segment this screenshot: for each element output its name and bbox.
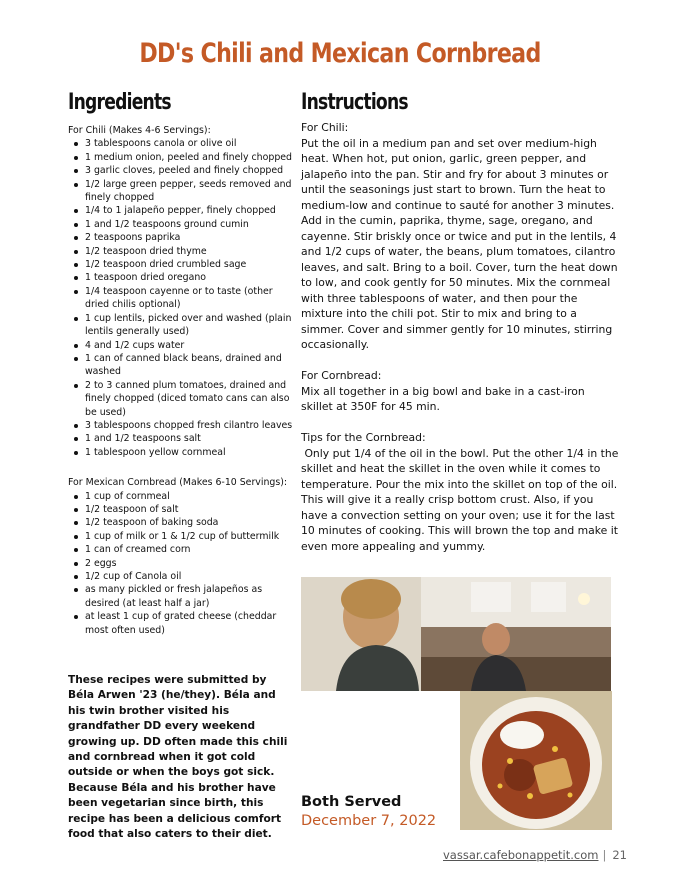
ingredient-item: 1/2 large green pepper, seeds removed and finely chopped — [68, 178, 293, 205]
ingredients-column — [68, 90, 293, 637]
instructions-column — [301, 90, 619, 554]
ingredient-item: 1 tablespoon yellow cornmeal — [68, 446, 293, 459]
ingredient-item: 1/2 cup of Canola oil — [68, 570, 293, 583]
chili-instructions-text: Put the oil in a medium pan and set over medium-high heat. When hot, put onion, garlic, green pepper, and jalapeño into the pan. Stir and fry for about 3 minutes or until the seasonings just start to brown. Turn the heat to medium-low and continue to sauté for another 3 minutes. Add in the cumin, paprika, thyme, sage, oregano, and cayenne. Stir briskly once or twice and put in the lentils, 4 and 1/2 cups of water, the beans, plum tomatoes, cilantro leaves, and salt. Bring to a boil. Cover, turn the heat down to low, and cook gently for 50 minutes. Mix the cornmeal with three tablespoons of water, and then pour the mixture into the chili pot. Stir to mix and bring to a simmer. Cover and simmer gently for 10 minutes, stirring occasionally. — [301, 136, 618, 351]
kitchen-photo — [301, 577, 611, 691]
ingredient-item: 1 cup of cornmeal — [68, 490, 293, 503]
cornbread-ingredients-intro: For Mexican Cornbread (Makes 6-10 Servings): — [68, 477, 288, 489]
ingredient-item: 3 tablespoons chopped fresh cilantro leaves — [68, 419, 293, 432]
ingredient-item: 4 and 1/2 cups water — [68, 339, 293, 352]
footer-separator: | — [602, 848, 607, 862]
ingredient-item: as many pickled or fresh jalapeños as desired (at least half a jar) — [68, 583, 293, 610]
chili-bowl-image — [460, 691, 612, 830]
footer-website-link[interactable]: vassar.cafebonappetit.com — [443, 848, 599, 862]
ingredient-item: 1/2 teaspoon of salt — [68, 503, 293, 516]
ingredient-item: 2 to 3 canned plum tomatoes, drained and finely chopped (diced tomato cans can also be used) — [68, 379, 293, 419]
ingredient-item: 3 garlic cloves, peeled and finely chopped — [68, 164, 293, 177]
served-date: December 7, 2022 — [301, 813, 437, 829]
ingredient-item: at least 1 cup of grated cheese (cheddar most often used) — [68, 610, 293, 637]
ingredient-item: 1/4 to 1 jalapeño pepper, finely chopped — [68, 204, 293, 217]
tips-text: Only put 1/4 of the oil in the bowl. Put the other 1/4 in the skillet and heat the skillet in the oven while it comes to temperature. Pour the mix into the skillet on top of the oil. This will give it a really crisp bottom crust. Also, if you have a convection setting on your oven; use it for the last 10 minutes of cooking. This will brown the top and make it even more appealing and yummy. — [301, 446, 619, 553]
ingredient-item: 1/2 teaspoon dried thyme — [68, 245, 293, 258]
ingredient-item: 1 cup lentils, picked over and washed (plain lentils generally used) — [68, 312, 293, 339]
ingredient-item: 1 cup of milk or 1 & 1/2 cup of buttermilk — [68, 530, 293, 543]
ingredient-item: 1/2 teaspoon of baking soda — [68, 516, 293, 529]
chili-ingredients-intro: For Chili (Makes 4-6 Servings): — [68, 125, 211, 136]
page-title: DD's Chili and Mexican Cornbread — [139, 38, 541, 69]
submission-note: These recipes were submitted by Béla Arwen '23 (he/they). Béla and his twin brother visited his grandfather DD every weekend growing up. DD often made this chili and cornbread when it got cold outside or when the boys got sick. Because Béla and his brother have been vegetarian since birth, this recipe has been a delicious comfort food that also caters to their diet. — [68, 674, 288, 841]
kitchen-photo-image — [301, 577, 611, 691]
served-label: Both Served — [301, 794, 402, 810]
instructions-heading: Instructions — [301, 90, 408, 115]
ingredient-item: 2 teaspoons paprika — [68, 231, 293, 244]
ingredient-item: 1 and 1/2 teaspoons salt — [68, 432, 293, 445]
ingredients-heading: Ingredients — [68, 90, 171, 115]
ingredient-item: 1 and 1/2 teaspoons ground cumin — [68, 218, 293, 231]
ingredient-item: 1 can of creamed corn — [68, 543, 293, 556]
ingredient-item: 1 medium onion, peeled and finely chopped — [68, 151, 293, 164]
chili-bowl-photo — [460, 691, 612, 830]
tips-label: Tips for the Cornbread: — [301, 431, 426, 444]
page-footer — [443, 848, 627, 862]
cornbread-instructions-label: For Cornbread: — [301, 369, 382, 382]
instructions-body — [301, 120, 619, 554]
ingredient-item: 3 tablespoons canola or olive oil — [68, 137, 293, 150]
ingredient-item: 1 teaspoon dried oregano — [68, 271, 293, 284]
cornbread-ingredients-list — [68, 490, 293, 637]
ingredient-item: 1 can of canned black beans, drained and washed — [68, 352, 293, 379]
chili-ingredients-list — [68, 137, 293, 459]
ingredient-item: 1/2 teaspoon dried crumbled sage — [68, 258, 293, 271]
ingredient-item: 1/4 teaspoon cayenne or to taste (other dried chilis optional) — [68, 285, 293, 312]
page-number: 21 — [612, 848, 627, 862]
chili-instructions-label: For Chili: — [301, 121, 349, 134]
ingredient-item: 2 eggs — [68, 557, 293, 570]
cornbread-instructions-text: Mix all together in a big bowl and bake in a cast-iron skillet at 350F for 45 min. — [301, 384, 585, 413]
